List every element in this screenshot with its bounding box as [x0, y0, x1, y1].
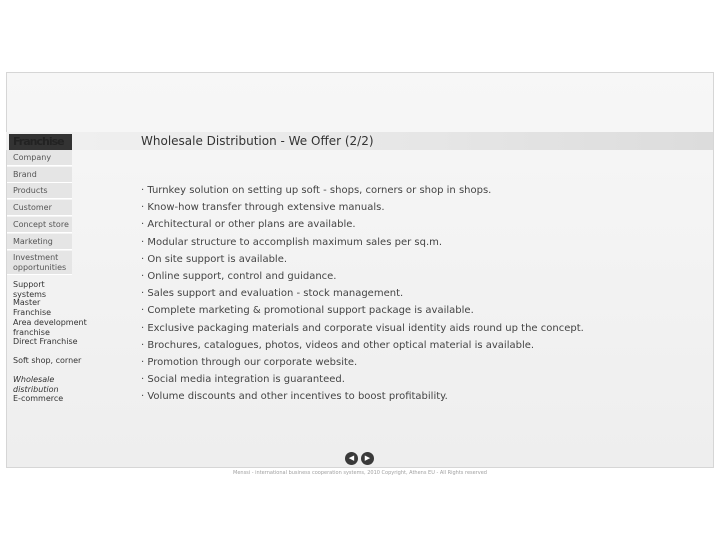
list-item: · Know-how transfer through extensive manuals. — [141, 202, 385, 214]
list-item: · Modular structure to accomplish maximum sales per sq.m. — [141, 236, 443, 248]
list-item: · Online support, control and guidance. — [141, 271, 337, 283]
list-item: · Social media integration is guaranteed. — [141, 374, 345, 386]
subnav-direct-franchise[interactable]: Direct Franchise — [13, 337, 78, 346]
page-title: Wholesale Distribution - We Offer (2/2) — [141, 134, 374, 148]
subnav-support-systems[interactable]: Support systems — [13, 280, 47, 299]
sidebar-title: Franchise — [13, 135, 64, 148]
subnav-soft-shop[interactable]: Soft shop, corner — [13, 356, 82, 365]
sidebar-item-marketing[interactable]: Marketing — [7, 234, 72, 250]
list-item: · On site support is available. — [141, 253, 288, 265]
sidebar-item-products[interactable]: Products — [7, 183, 72, 199]
sidebar-item-customer[interactable]: Customer — [7, 200, 72, 216]
list-item: · Exclusive packaging materials and corporate visual identity aids round up the concept. — [141, 322, 584, 334]
list-item: · Architectural or other plans are available. — [141, 219, 356, 231]
list-item: · Complete marketing & promotional support package is available. — [141, 305, 474, 317]
footer-copyright: Menssi - international business cooperation systems, 2010 Copyright, Athens EU - All Rights reserved — [233, 470, 487, 476]
subnav-master-franchise[interactable]: Master Franchise — [13, 298, 52, 317]
subnav-e-commerce[interactable]: E-commerce — [13, 394, 64, 403]
sidebar-item-company[interactable]: Company — [7, 150, 72, 166]
list-item: · Brochures, catalogues, photos, videos and other optical material is available. — [141, 339, 535, 351]
sidebar-item-brand[interactable]: Brand — [7, 167, 72, 183]
list-item: · Turnkey solution on setting up soft - shops, corners or shop in shops. — [141, 185, 492, 196]
chevron-right-icon[interactable]: ▶ — [361, 452, 374, 465]
list-item: · Volume discounts and other incentives to boost profitability. — [141, 391, 448, 403]
offer-list — [141, 182, 584, 406]
subnav-area-development[interactable]: Area development franchise — [13, 318, 87, 337]
chevron-left-icon[interactable]: ◀ — [345, 452, 358, 465]
sidebar-item-concept-store[interactable]: Concept store — [7, 217, 72, 233]
list-item: · Sales support and evaluation - stock management. — [141, 288, 404, 300]
subnav-wholesale-distribution[interactable]: Wholesale distribution — [13, 375, 59, 394]
list-item: · Promotion through our corporate website. — [141, 357, 358, 369]
sidebar-item-investment[interactable]: Investment opportunities — [7, 251, 72, 275]
